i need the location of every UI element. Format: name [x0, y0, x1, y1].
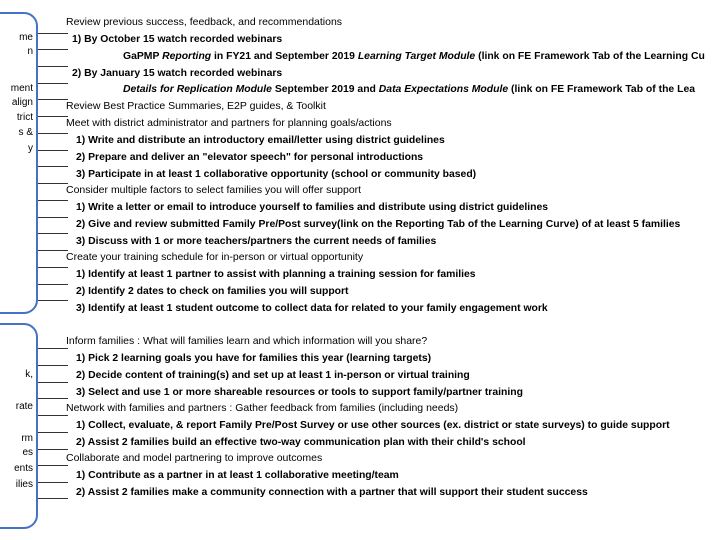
left-panel-text: n [27, 46, 33, 57]
action-item: 2) By January 15 watch recorded webinars [72, 68, 283, 79]
section-heading: Collaborate and model partnering to improve outcomes [66, 452, 323, 464]
left-panel-text: ment [10, 83, 33, 94]
action-item: 2) Decide content of training(s) and set up at least 1 in-person or virtual training [76, 370, 470, 381]
action-item: 1) Collect, evaluate, & report Family Pre/Post Survey or use other sources (ex. district or state surveys) to guide support [76, 420, 670, 431]
left-panel-text: trict [16, 112, 33, 123]
connector-line [38, 284, 68, 285]
connector-line [38, 382, 68, 383]
connector-line [38, 267, 68, 268]
left-panel-text: ilies [15, 479, 33, 490]
connector-line [38, 415, 68, 416]
action-item: 1) Contribute as a partner in at least 1 collaborative meeting/team [76, 470, 399, 481]
connector-line [38, 498, 68, 499]
connector-line [38, 99, 68, 100]
connector-line [38, 482, 68, 483]
left-panel-text: y [28, 143, 33, 154]
webinar-detail: GaPMP Reporting in FY21 and September 2019 Learning Target Module (link on FE Framework Tab of the Learning Cu [123, 51, 705, 62]
left-panel-text: rm [21, 433, 33, 444]
action-item: 2) Assist 2 families make a community connection with a partner that will support their student success [76, 487, 588, 498]
connector-line [38, 449, 68, 450]
action-item: 1) Identify at least 1 partner to assist with planning a training session for families [76, 269, 476, 280]
connector-line [38, 183, 68, 184]
connector-line [38, 200, 68, 201]
connector-line [38, 150, 68, 151]
left-panel-text: align [11, 97, 33, 108]
action-item: 1) Write and distribute an introductory email/letter using district guidelines [76, 135, 445, 146]
section-heading: Consider multiple factors to select families you will offer support [66, 184, 362, 196]
connector-line [38, 365, 68, 366]
connector-line [38, 49, 68, 50]
left-panel-text: k, [25, 369, 33, 380]
connector-line [38, 217, 68, 218]
section-heading: Meet with district administrator and partners for planning goals/actions [66, 117, 392, 129]
action-item: 2) Give and review submitted Family Pre/Post survey(link on the Reporting Tab of the Learning Curve) of at least 5 families [76, 219, 681, 230]
left-panel-box-2 [0, 323, 38, 529]
section-heading: Review previous success, feedback, and recommendations [66, 16, 343, 28]
action-item: 3) Select and use 1 or more shareable resources or tools to support family/partner training [76, 387, 523, 398]
left-panel-text: s & [18, 127, 33, 138]
connector-line [38, 432, 68, 433]
action-item: 1) Write a letter or email to introduce yourself to families and distribute using district guidelines [76, 202, 549, 213]
connector-line [38, 33, 68, 34]
left-panel-text: me [19, 32, 33, 43]
connector-line [38, 250, 68, 251]
connector-line [38, 116, 68, 117]
action-item: 1) Pick 2 learning goals you have for families this year (learning targets) [76, 353, 432, 364]
connector-line [38, 166, 68, 167]
action-item: 2) Prepare and deliver an "elevator speech" for personal introductions [76, 152, 424, 163]
left-panel-text: rate [15, 401, 33, 412]
action-item: 3) Identify at least 1 student outcome to collect data for related to your family engagement work [76, 303, 548, 314]
section-heading: Inform families : What will families learn and which information will you share? [66, 335, 428, 347]
connector-line [38, 83, 68, 84]
webinar-detail: Details for Replication Module September 2019 and Data Expectations Module (link on FE Framework Tab of the Lea [123, 84, 696, 95]
action-item: 1) By October 15 watch recorded webinars [72, 34, 283, 45]
action-item: 2) Assist 2 families build an effective two-way communication plan with their child's school [76, 437, 526, 448]
connector-line [38, 465, 68, 466]
section-heading: Review Best Practice Summaries, E2P guides, & Toolkit [66, 100, 326, 112]
left-panel-box-1 [0, 12, 38, 314]
action-item: 2) Identify 2 dates to check on families you will support [76, 286, 349, 297]
left-panel-text: ents [14, 463, 33, 474]
connector-line [38, 133, 68, 134]
section-heading: Create your training schedule for in-person or virtual opportunity [66, 251, 364, 263]
action-item: 3) Participate in at least 1 collaborative opportunity (school or community based) [76, 169, 477, 180]
left-panel-text: es [22, 447, 33, 458]
connector-line [38, 348, 68, 349]
connector-line [38, 398, 68, 399]
connector-line [38, 300, 68, 301]
connector-line [38, 233, 68, 234]
connector-line [38, 66, 68, 67]
action-item: 3) Discuss with 1 or more teachers/partners the current needs of families [76, 236, 437, 247]
section-heading: Network with families and partners : Gather feedback from families (including needs) [66, 402, 459, 414]
